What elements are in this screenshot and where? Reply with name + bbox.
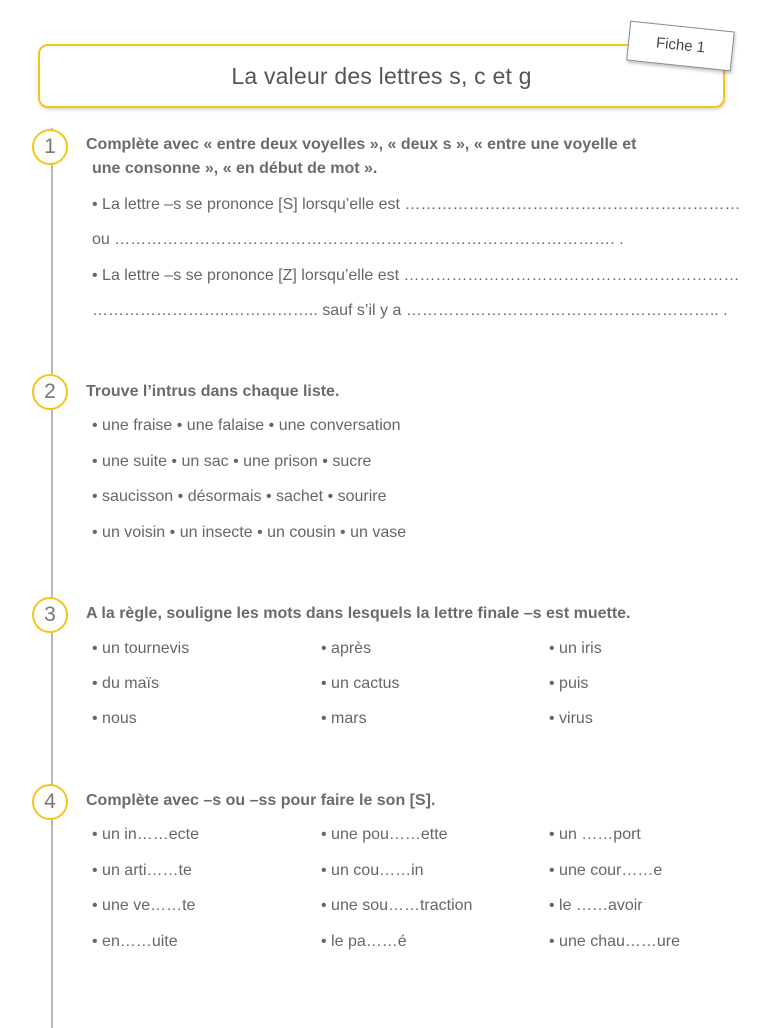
exercise-1-line: ou …………………………………………………………………………………. . <box>92 231 624 248</box>
exercise-4-item: • une pou……ette <box>321 826 448 843</box>
page-title: La valeur des lettres s, c et g <box>231 63 532 89</box>
exercise-2-list: • un voisin • un insecte • un cousin • un vase <box>92 524 407 541</box>
exercise-4-instruction: Complète avec –s ou –ss pour faire le son [S]. <box>86 792 436 809</box>
exercise-3-word: • puis <box>549 675 589 692</box>
timeline-line <box>51 128 53 1028</box>
exercise-4-item: • une cour……e <box>549 862 663 879</box>
exercise-4-item: • le pa……é <box>321 933 407 950</box>
exercise-2-number: 2 <box>32 374 68 410</box>
exercise-4-item: • le ……avoir <box>549 897 643 914</box>
exercise-4-item: • en……uite <box>92 933 178 950</box>
exercise-4-item: • une sou……traction <box>321 897 473 914</box>
exercise-2-list: • saucisson • désormais • sachet • sourire <box>92 488 387 505</box>
exercise-4-item: • un cou……in <box>321 862 424 879</box>
exercise-3-word: • un tournevis <box>92 640 190 657</box>
exercise-3-word: • virus <box>549 710 593 727</box>
exercise-4-number: 4 <box>32 784 68 820</box>
exercise-1-line: • La lettre –s se prononce [Z] lorsqu’elle est ……………………………………………………… <box>92 267 740 284</box>
exercise-4-item: • une ve……te <box>92 897 196 914</box>
exercise-3-number: 3 <box>32 597 68 633</box>
exercise-3-word: • nous <box>92 710 137 727</box>
exercise-4-item: • un ……port <box>549 826 641 843</box>
exercise-3-word: • après <box>321 640 372 657</box>
exercise-3-word: • du maïs <box>92 675 159 692</box>
exercise-1-line: ……………………..…………….. sauf s’il y a ………………………………………………….. . <box>92 302 728 319</box>
exercise-1-line: • La lettre –s se prononce [S] lorsqu’elle est ……………………………………………………… <box>92 196 741 213</box>
exercise-3-word: • mars <box>321 710 367 727</box>
exercise-3-word: • un cactus <box>321 675 400 692</box>
exercise-4-item: • une chau……ure <box>549 933 681 950</box>
exercise-3-word: • un iris <box>549 640 602 657</box>
exercise-1-instruction-line-2: une consonne », « en début de mot ». <box>92 160 378 177</box>
exercise-1-instruction-line-1: Complète avec « entre deux voyelles », « deux s », « entre une voyelle et <box>86 136 637 153</box>
title-box <box>38 44 725 108</box>
exercise-1-number: 1 <box>32 129 68 165</box>
exercise-2-list: • une suite • un sac • une prison • sucre <box>92 453 372 470</box>
exercise-3-instruction: A la règle, souligne les mots dans lesquels la lettre finale –s est muette. <box>86 605 631 622</box>
exercise-4-item: • un arti……te <box>92 862 192 879</box>
exercise-4-item: • un in……ecte <box>92 826 199 843</box>
exercise-2-instruction: Trouve l’intrus dans chaque liste. <box>86 383 340 400</box>
exercise-2-list: • une fraise • une falaise • une conversation <box>92 417 401 434</box>
fiche-label: Fiche 1 <box>655 34 706 57</box>
